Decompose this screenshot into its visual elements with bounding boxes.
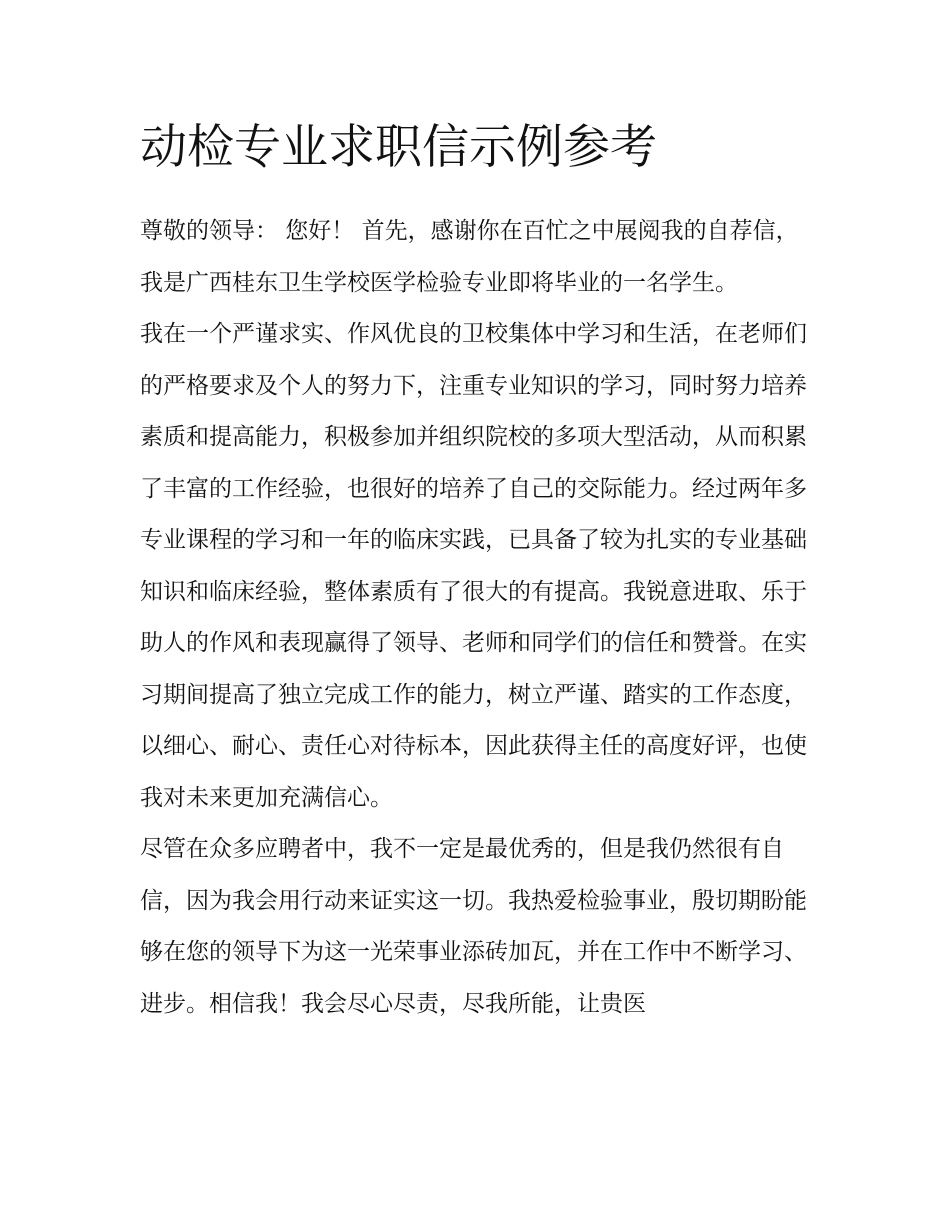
paragraph-confidence: 尽管在众多应聘者中，我不一定是最优秀的，但是我仍然很有自信，因为我会用行动来证实这一切。我热爱检验事业，殷切期盼能够在您的领导下为这一光荣事业添砖加瓦，并在工作中不断学习、进步。相信我！我会尽心尽责，尽我所能，让贵医: [140, 836, 807, 1017]
paragraph-greeting: 尊敬的领导： 您好！ 首先，感谢你在百忙之中展阅我的自荐信，我是广西桂东卫生学校医学检验专业即将毕业的一名学生。: [140, 218, 799, 296]
document-title: 动检专业求职信示例参考: [140, 120, 657, 175]
document-body: [140, 116, 816, 1030]
paragraph-experience: 我在一个严谨求实、作风优良的卫校集体中学习和生活，在老师们的严格要求及个人的努力下，注重专业知识的学习，同时努力培养素质和提高能力，积极参加并组织院校的多项大型活动，从而积累了丰富的工作经验，也很好的培养了自己的交际能力。经过两年多专业课程的学习和一年的临床实践，已具备了较为扎实的专业基础知识和临床经验，整体素质有了很大的有提高。我锐意进取、乐于助人的作风和表现赢得了领导、老师和同学们的信任和赞誉。在实习期间提高了独立完成工作的能力，树立严谨、踏实的工作态度，以细心、耐心、责任心对待标本，因此获得主任的高度好评，也使我对未来更加充满信心。: [140, 321, 807, 811]
